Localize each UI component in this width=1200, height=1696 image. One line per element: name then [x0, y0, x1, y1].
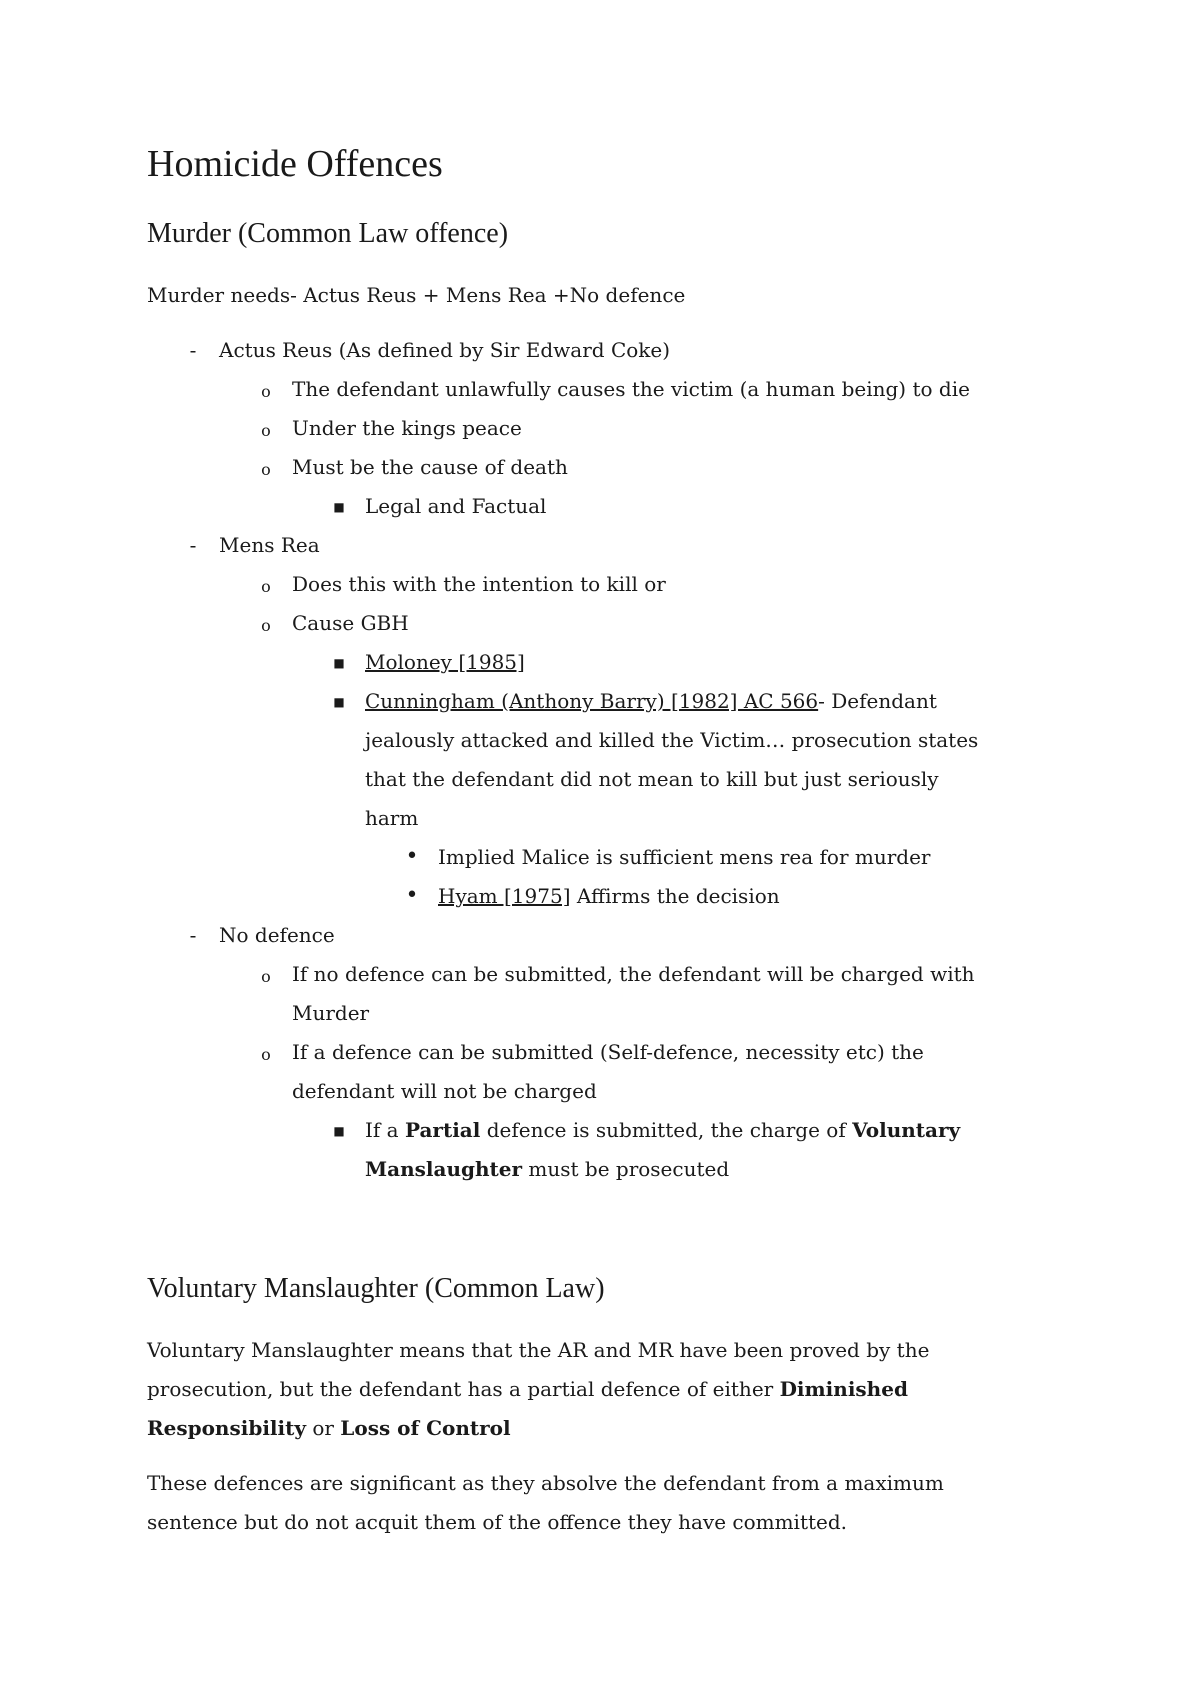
dot-bullet-icon: •: [405, 883, 419, 908]
circle-bullet-icon: o: [261, 1045, 271, 1064]
list-item: [333, 643, 1067, 682]
list-item: ■ Cunningham (Anthony Barry) [1982] AC 566- Defendant: [365, 682, 1067, 721]
voluntary-paragraph-1: Voluntary Manslaughter means that the AR and MR have been proved by the prosecution, but the defendant has a partial defence of either Diminished Responsibility or Loss of Control: [147, 1338, 930, 1440]
list-item: o Under the kings peace: [292, 409, 1067, 448]
list-item-actus-reus: - Actus Reus (As defined by Sir Edward Coke): [219, 331, 1067, 370]
list-item: o Must be the cause of death: [292, 448, 1067, 487]
circle-bullet-icon: o: [261, 577, 271, 596]
case-link-cunningham: Cunningham (Anthony Barry) [1982] AC 566: [365, 689, 819, 713]
circle-bullet-icon: o: [261, 382, 271, 401]
dot-bullet-icon: •: [405, 844, 419, 869]
square-bullet-icon: ■: [333, 1124, 345, 1138]
list-item-mens-rea: - Mens Rea: [219, 526, 1067, 565]
murder-intro: Murder needs- Actus Reus + Mens Rea +No defence: [147, 283, 686, 307]
section-heading-murder: Murder (Common Law offence): [147, 218, 509, 249]
list-item-continuation: jealously attacked and killed the Victim… prosecution states: [365, 728, 979, 752]
list-item-continuation: Manslaughter must be prosecuted: [365, 1157, 730, 1181]
square-bullet-icon: ■: [333, 656, 345, 670]
circle-bullet-icon: o: [261, 460, 271, 479]
case-link-moloney: Moloney [1985]: [365, 650, 525, 674]
list-item: o The defendant unlawfully causes the victim (a human being) to die: [292, 370, 1067, 409]
square-bullet-icon: ■: [333, 695, 345, 709]
square-bullet-icon: ■: [333, 500, 345, 514]
list-item: • Implied Malice is sufficient mens rea for murder: [438, 838, 1067, 877]
list-item: • Hyam [1975] Affirms the decision: [438, 877, 1067, 916]
list-item: ■ If a Partial defence is submitted, the charge of Voluntary: [365, 1111, 1067, 1150]
dash-bullet-icon: -: [189, 533, 197, 557]
list-item: o Does this with the intention to kill or: [292, 565, 1067, 604]
voluntary-paragraph-2: These defences are significant as they absolve the defendant from a maximum sentence but do not acquit them of the offence they have committed.: [147, 1471, 944, 1534]
document-page: [147, 140, 1067, 1542]
circle-bullet-icon: o: [261, 421, 271, 440]
circle-bullet-icon: o: [261, 616, 271, 635]
circle-bullet-icon: o: [261, 967, 271, 986]
page-title: Homicide Offences: [147, 143, 443, 185]
list-item-continuation: that the defendant did not mean to kill but just seriously: [365, 767, 939, 791]
dash-bullet-icon: -: [189, 338, 197, 362]
section-heading-voluntary-manslaughter: Voluntary Manslaughter (Common Law): [147, 1273, 605, 1304]
list-item-no-defence: - No defence: [219, 916, 1067, 955]
list-item-continuation: Murder: [292, 1001, 370, 1025]
list-item: o Cause GBH: [292, 604, 1067, 643]
case-link-hyam: Hyam [1975]: [438, 884, 571, 908]
list-item: ■ Legal and Factual: [365, 487, 1067, 526]
list-item-continuation: defendant will not be charged: [292, 1079, 597, 1103]
list-item: o If no defence can be submitted, the defendant will be charged with: [292, 955, 1067, 994]
list-item-continuation: harm: [365, 806, 419, 830]
dash-bullet-icon: -: [189, 923, 197, 947]
list-item: o If a defence can be submitted (Self-defence, necessity etc) the: [292, 1033, 1067, 1072]
